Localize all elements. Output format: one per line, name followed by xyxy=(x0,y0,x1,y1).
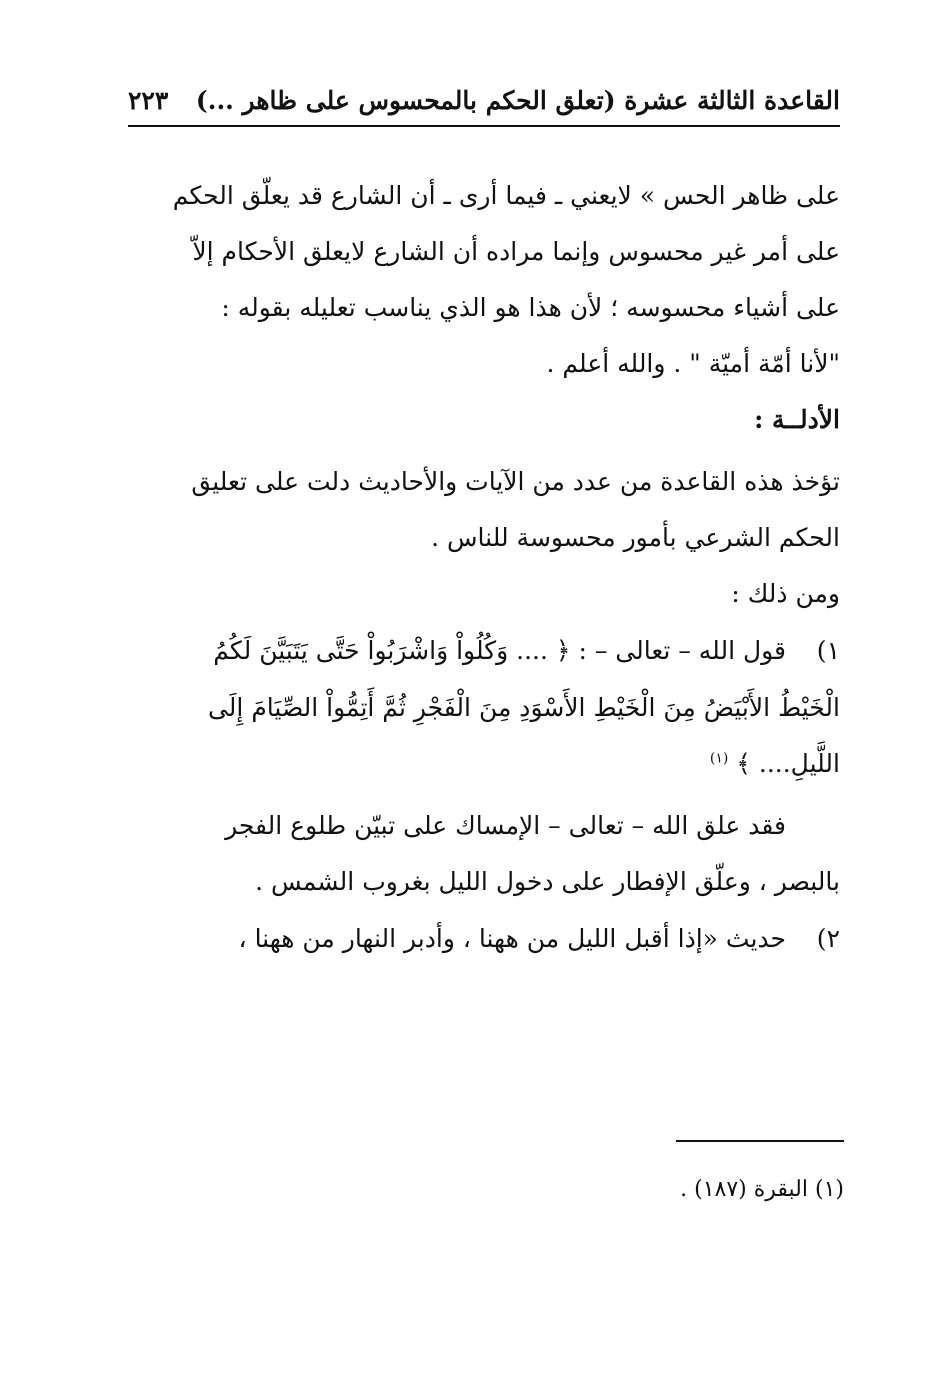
text-line: على أشياء محسوسه ؛ لأن هذا هو الذي يناسب تعليله بقوله : xyxy=(221,293,840,322)
numbered-item-1 xyxy=(128,622,840,792)
text-line: "لأنا أمّة أميّة " . والله أعلم . xyxy=(546,349,840,378)
verse-line: الْخَيْطُ الأَبْيَضُ مِنَ الْخَيْطِ الأَسْوَدِ مِنَ الْفَجْرِ ثُمَّ أَتِمُّواْ الصِّيَامَ إِلَى xyxy=(207,693,840,722)
verse-line: قول الله – تعالى – : ﴿ .... وَكُلُواْ وَاشْرَبُواْ حَتَّى يَتَبَيَّنَ لَكُمُ xyxy=(213,636,786,665)
text-line: حديث «إذا أقبل الليل من ههنا ، وأدبر النهار من ههنا ، xyxy=(238,924,786,953)
running-title: القاعدة الثالثة عشرة (تعلق الحكم بالمحسوس على ظاهر ...) xyxy=(195,85,840,115)
evidence-paragraph xyxy=(128,454,840,566)
numbered-item-2 xyxy=(128,910,840,968)
from-that-label: ومن ذلك : xyxy=(731,579,840,608)
evidence-heading: الأدلــة : xyxy=(754,405,840,434)
text-line: بالبصر ، وعلّق الإفطار على دخول الليل بغروب الشمس . xyxy=(255,867,840,896)
header-rule xyxy=(128,125,840,127)
item-number: ٢) xyxy=(816,924,840,953)
text-line: على أمر غير محسوس وإنما مراده أن الشارع لايعلق الأحكام إلاّ xyxy=(192,237,840,266)
text-line: فقد علق الله – تعالى – الإمساك على تبيّن طلوع الفجر xyxy=(225,811,786,840)
page-number: ٢٢٣ xyxy=(128,85,169,115)
paragraph-continuation xyxy=(128,168,840,392)
verse-text: اللَّيلِ.... ﴾ xyxy=(736,749,840,778)
footnote-rule xyxy=(676,1140,844,1142)
footnote: (١) البقرة (١٨٧) . xyxy=(680,1177,844,1202)
text-line: على ظاهر الحس » لايعني ـ فيما أرى ـ أن الشارع قد يعلّق الحكم xyxy=(172,181,840,210)
text-line: تؤخذ هذه القاعدة من عدد من الآيات والأحاديث دلت على تعليق xyxy=(191,467,840,496)
footnote-marker: (١) xyxy=(709,750,729,767)
item-number: ١) xyxy=(816,636,840,665)
main-text xyxy=(128,168,840,968)
verse-line-end xyxy=(128,736,840,792)
commentary-paragraph xyxy=(128,798,840,910)
running-head xyxy=(128,80,840,120)
text-line: الحكم الشرعي بأمور محسوسة للناس . xyxy=(431,523,840,552)
